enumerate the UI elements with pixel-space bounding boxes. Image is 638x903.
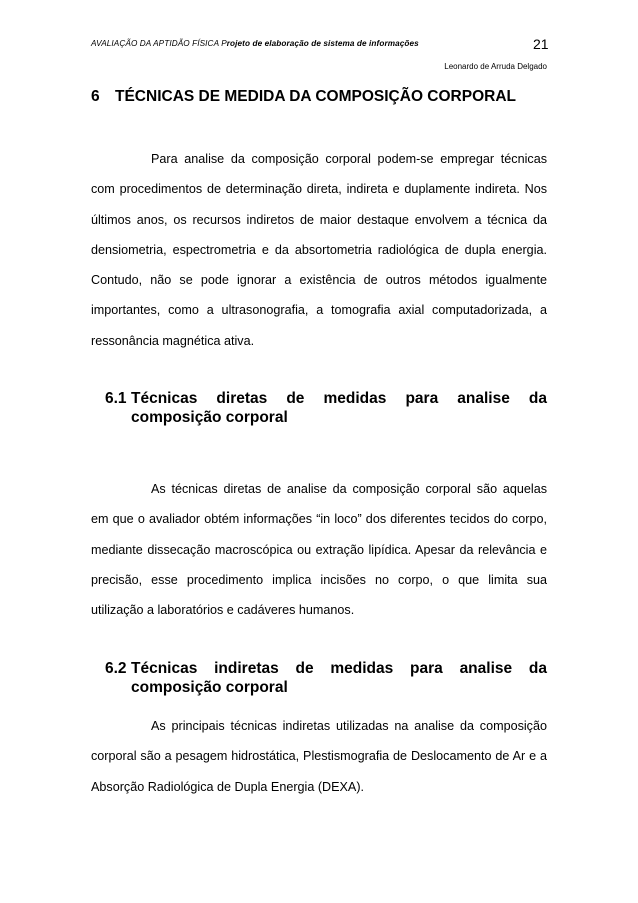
section-6-2-title: [131, 659, 547, 697]
section-6-heading: [91, 88, 516, 106]
running-header-italic: AVALIAÇÃO DA APTIDÃO FÍSICA P: [91, 39, 227, 48]
section-6-1-heading: [105, 389, 547, 427]
section-6-paragraph: Para analise da composição corporal podem-se empregar técnicas com procedimentos de determinação direta, indireta e duplamente indireta. Nos últimos anos, os recursos indiretos de maior destaque envolvem a técnica da densiometria, espectrometria e da absortometria radiológica de dupla energia. Contudo, não se pode ignorar a existência de outros métodos igualmente importantes, como a ultrasonografia, a tomografia axial computadorizada, a ressonância magnética ativa.: [91, 152, 547, 348]
author-name: Leonardo de Arruda Delgado: [444, 62, 547, 71]
section-6-title: TÉCNICAS DE MEDIDA DA COMPOSIÇÃO CORPORAL: [115, 88, 517, 105]
section-6-2-title-line1: Técnicas indiretas de medidas para analise da: [131, 660, 547, 677]
section-6-2-heading: [105, 659, 547, 697]
running-header-bold: rojeto de elaboração de sistema de informações: [226, 39, 419, 48]
section-6-1-title: Técnicas diretas de medidas para analise da composição corporal: [131, 390, 547, 426]
section-6-1-paragraph: As técnicas diretas de analise da composição corporal são aquelas em que o avaliador obtém informações “in loco” dos diferentes tecidos do corpo, mediante dissecação macroscópica ou extração lipídica. Apesar da relevância e precisão, esse procedimento implica incisões no corpo, o que limita sua utilização a laboratórios e cadáveres humanos.: [91, 482, 547, 618]
section-6-number: 6: [91, 88, 100, 105]
running-header: [91, 39, 419, 48]
section-6-2-number: 6.2: [105, 660, 127, 677]
section-6-2-title-line2: composição corporal: [131, 679, 288, 696]
page-number: 21: [533, 36, 549, 52]
section-6-2-paragraph: As principais técnicas indiretas utilizadas na analise da composição corporal são a pesagem hidrostática, Plestismografia de Deslocamento de Ar e a Absorção Radiológica de Dupla Energia (DEXA).: [91, 719, 547, 794]
section-6-1-number: 6.1: [105, 390, 127, 407]
